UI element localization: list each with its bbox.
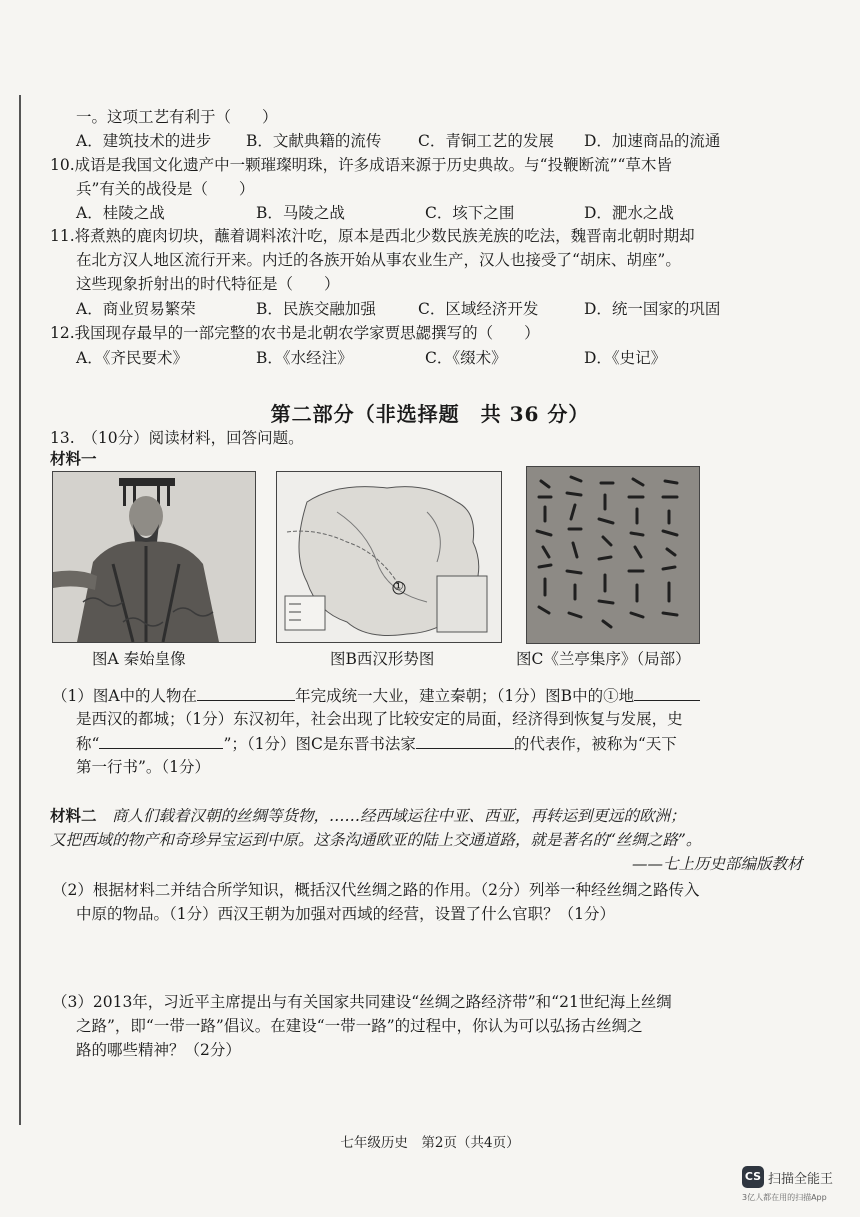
q13-1-blank-era[interactable] xyxy=(99,733,223,749)
q11-line3: 这些现象折射出的时代特征是（ ） xyxy=(76,275,340,293)
lanting-calligraphy-image xyxy=(527,467,699,643)
q10-option-d: D．淝水之战 xyxy=(584,204,674,222)
q13-2-line1: （2）根据材料二并结合所学知识，概括汉代丝绸之路的作用。（2分）列举一种经丝绸之路传入 xyxy=(52,881,700,899)
q13-1-line1 xyxy=(52,685,700,706)
q12-option-c: C．《缀术》 xyxy=(425,349,507,367)
q13-1-line4: 第一行书”。（1分） xyxy=(76,758,211,776)
q13-3-line2: 之路”，即“一带一路”倡议。在建设“一带一路”的过程中，你认为可以弘扬古丝绸之 xyxy=(76,1017,643,1035)
q10-line2: 兵”有关的战役是（ ） xyxy=(76,180,255,198)
binding-margin-line xyxy=(19,95,21,1125)
material2-line2: 又把西域的物产和奇珍异宝运到中原。这条沟通欧亚的陆上交通道路，就是著名的“丝绸之路”。 xyxy=(50,831,702,849)
q12-option-a: A．《齐民要术》 xyxy=(76,349,188,367)
figure-a-caption: 图A 秦始皇像 xyxy=(92,650,186,668)
q13-1-text-seg1: （1）图A中的人物在 xyxy=(52,687,198,705)
material1-label: 材料一 xyxy=(50,449,97,468)
q9-option-c: C．青铜工艺的发展 xyxy=(418,132,554,150)
figure-b-caption: 图B西汉形势图 xyxy=(330,650,435,668)
q13-1-blank-calligrapher[interactable] xyxy=(416,733,514,749)
q13-2-line2: 中原的物品。（1分）西汉王朝为加强对西域的经营，设置了什么官职？（1分） xyxy=(76,905,615,923)
page-footer: 七年级历史 第2页（共4页） xyxy=(340,1135,520,1151)
q10-option-a: A．桂陵之战 xyxy=(76,204,165,222)
material2-text1: 商人们载着汉朝的丝绸等货物，……经西域运往中亚、西亚，再转运到更远的欧洲； xyxy=(96,807,686,825)
q13-1-text-seg2: 年完成统一大业，建立秦朝；（1分）图B中的①地 xyxy=(295,687,635,705)
q11-line2: 在北方汉人地区流行开来。内迁的各族开始从事农业生产，汉人也接受了“胡床、胡座”。 xyxy=(76,251,681,269)
q9-tail: 一。这项工艺有利于（ ） xyxy=(76,108,278,126)
map-marker-1: ① xyxy=(393,579,404,593)
q9-option-b: B．文献典籍的流传 xyxy=(246,132,382,150)
q13-1-text-seg5: ”；（1分）图C是东晋书法家 xyxy=(223,735,416,753)
q9-option-a: A．建筑技术的进步 xyxy=(76,132,212,150)
figure-b-map xyxy=(276,471,502,643)
q10-option-b: B．马陵之战 xyxy=(256,204,345,222)
q13-3-line3: 路的哪些精神？（2分） xyxy=(76,1041,241,1059)
q11-option-c: C．区域经济开发 xyxy=(418,300,539,318)
figure-c-caption: 图C《兰亭集序》（局部） xyxy=(516,650,691,668)
q12-option-b: B．《水经注》 xyxy=(256,349,353,367)
q11-option-a: A．商业贸易繁荣 xyxy=(76,300,196,318)
watermark-subtitle: 3亿人都在用的扫描App xyxy=(742,1193,827,1202)
q12-line1: 12.我国现存最早的一部完整的农书是北朝农学家贾思勰撰写的（ ） xyxy=(50,324,540,342)
q12-option-d: D．《史记》 xyxy=(584,349,667,367)
figure-a-portrait xyxy=(52,471,256,643)
figure-c-calligraphy xyxy=(526,466,700,644)
q13-1-line2: 是西汉的都城；（1分）东汉初年，社会出现了比较安定的局面，经济得到恢复与发展，史 xyxy=(76,710,683,728)
q10-line1: 10.成语是我国文化遗产中一颗璀璨明珠，许多成语来源于历史典故。与“投鞭断流”“草木皆 xyxy=(50,156,672,174)
q13-1-text-seg4: 称“ xyxy=(76,735,100,753)
qin-shihuang-portrait-image xyxy=(53,472,255,642)
q13-3-line1: （3）2013年，习近平主席提出与有关国家共同建设“丝绸之路经济带”和“21世纪海上丝绸 xyxy=(52,993,672,1011)
q13-1-blank-year[interactable] xyxy=(197,685,295,701)
material2-line1 xyxy=(50,806,686,826)
q10-option-c: C．垓下之围 xyxy=(425,204,515,222)
material2-source: ——七上历史部编版教材 xyxy=(632,855,803,873)
western-han-map-image xyxy=(277,472,501,642)
q13-1-line3 xyxy=(76,733,677,754)
material2-label: 材料二 xyxy=(50,806,97,825)
part2-title: 第二部分（非选择题 共 36 分） xyxy=(270,402,590,426)
q11-option-d: D．统一国家的巩固 xyxy=(584,300,721,318)
q13-intro: 13. （10分）阅读材料，回答问题。 xyxy=(50,429,304,447)
q11-option-b: B．民族交融加强 xyxy=(256,300,376,318)
q9-option-d: D．加速商品的流通 xyxy=(584,132,721,150)
q11-line1: 11.将煮熟的鹿肉切块，蘸着调料浓汁吃，原本是西北少数民族羌族的吃法，魏晋南北朝时期却 xyxy=(50,227,695,245)
q13-1-text-seg6: 的代表作，被称为“天下 xyxy=(513,735,677,753)
camscanner-logo-icon: CS xyxy=(742,1166,764,1188)
q13-1-blank-capital[interactable] xyxy=(634,685,700,701)
watermark-title: 扫描全能王 xyxy=(768,1172,834,1187)
